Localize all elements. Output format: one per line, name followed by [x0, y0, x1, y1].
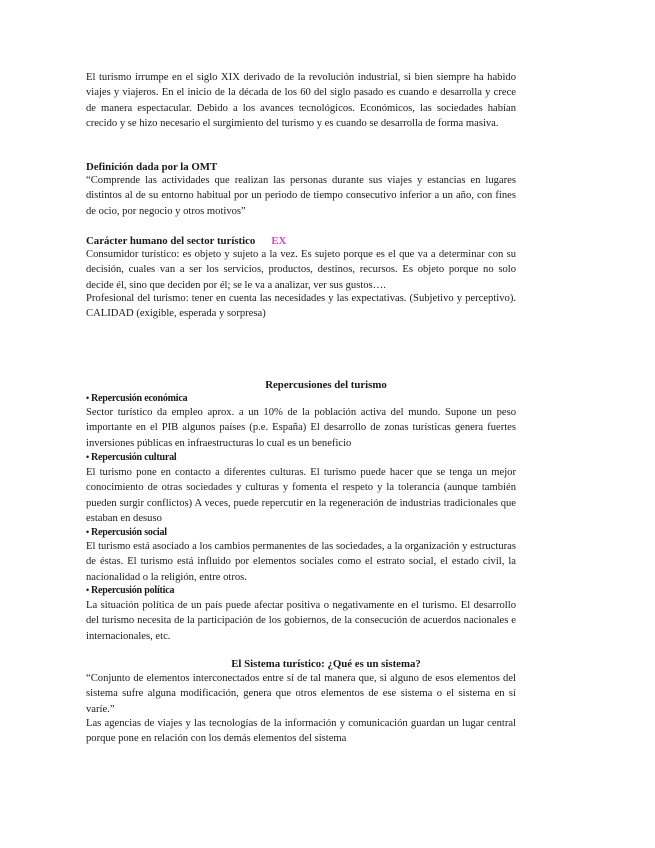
caracter-heading [86, 234, 286, 248]
ex-tag: EX [271, 235, 287, 247]
omt-definition: “Comprende las actividades que realizan las personas durante sus viajes y estancias en lugares distintos al de su entorno habitual por un periodo de tiempo consecutivo inferior a un año, con fines de ocio, por negocio y otros motivos” [86, 175, 516, 217]
repercusion-politica-heading: • Repercusión política [86, 585, 175, 596]
sistema-title: El Sistema turístico: ¿Qué es un sistema? [231, 658, 421, 670]
sistema-quote: “Conjunto de elementos interconectados entre sí de tal manera que, si alguno de esos elementos del sistema sufre alguna modificación, genera que otros elementos de ese sistema o el sistema en sí varíe.” [86, 673, 516, 715]
repercusion-economica-text: Sector turístico da empleo aprox. a un 10% de la población activa del mundo. Supone un peso importante en el PIB algunos países (p.e. España) El desarrollo de zonas turísticas genera fuertes inversiones públicas en infraestructuras lo cual es un beneficio [86, 407, 516, 449]
repercusion-social-heading: • Repercusión social [86, 527, 167, 538]
bullet-icon: • [86, 527, 89, 537]
repercusion-social-text: El turismo está asociado a los cambios permanentes de las sociedades, a la organización y estructuras de éstas. El turismo está influido por elementos sociales como el estrato social, el estado civil, la nacionalidad o la religión, entre otros. [86, 541, 516, 583]
caracter-heading-text: Carácter humano del sector turístico [86, 235, 256, 247]
omt-heading: Definición dada por la OMT [86, 161, 218, 173]
sistema-paragraph: Las agencias de viajes y las tecnologías de la información y comunicación guardan un lugar central porque pone en relación con los demás elementos del sistema [86, 718, 516, 745]
profesional-paragraph: Profesional del turismo: tener en cuenta las necesidades y las expectativas. (Subjetivo y perceptivo). CALIDAD (exigible, esperada y sorpresa) [86, 293, 516, 320]
repercusiones-title: Repercusiones del turismo [265, 379, 387, 391]
repercusion-politica-text: La situación política de un país puede afectar positiva o negativamente en el turismo. El desarrollo del turismo necesita de la participación de los gobiernos, de la consecución de acuerdos nacionales e internacionales, etc. [86, 600, 516, 642]
bullet-icon: • [86, 393, 89, 403]
intro-paragraph: El turismo irrumpe en el siglo XIX derivado de la revolución industrial, si bien siempre ha habido viajes y viajeros. En el inicio de la década de los 60 del siglo pasado es cuando e desarrolla y crece de manera espectacular. Debido a los avances tecnológicos. Económicos, las sociedades habían crecido y se hizo necesario el surgimiento del turismo y es cuando se desarrolla de forma masiva. [86, 72, 516, 130]
consumidor-paragraph: Consumidor turístico: es objeto y sujeto a la vez. Es sujeto porque es el que va a determinar con su decisión, cuales van a ser los servicios, productos, destinos, recursos. Es objeto porque no solo decide él, sino que deciden por él; se le va a analizar, ver sus gustos…. [86, 249, 516, 291]
repercusion-cultural-text: El turismo pone en contacto a diferentes culturas. El turismo puede hacer que se tenga un mejor conocimiento de otras sociedades y culturas y fomenta el respeto y la tolerancia (aunque también pueden surgir conflictos) A veces, puede repercutir en la regeneración de industrias tradicionales que estaban en desuso [86, 467, 516, 525]
bullet-icon: • [86, 452, 89, 462]
bullet-icon: • [86, 585, 89, 595]
repercusion-economica-heading: • Repercusión económica [86, 393, 188, 404]
repercusion-cultural-heading: • Repercusión cultural [86, 452, 177, 463]
